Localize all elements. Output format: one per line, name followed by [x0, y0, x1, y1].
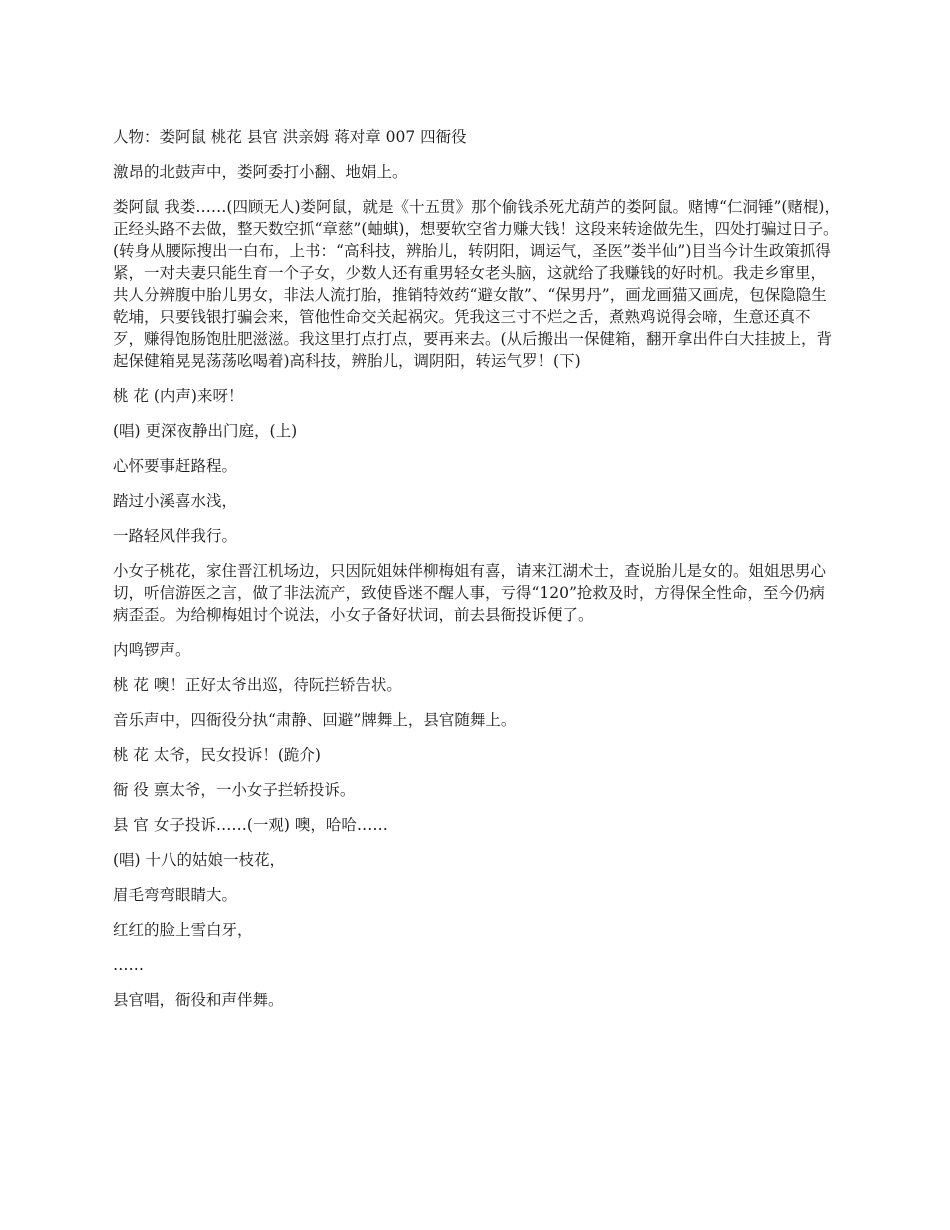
song-line: 眉毛弯弯眼睛大。	[113, 886, 238, 904]
dialogue-line: 衙 役 禀太爷，一小女子拦轿投诉。	[113, 781, 356, 799]
cast-list: 人物：娄阿鼠 桃花 县官 洪亲姆 蒋对章 007 四衙役	[113, 128, 467, 146]
ellipsis-line: ……	[113, 956, 144, 974]
document-page	[113, 126, 840, 1024]
song-line: (唱) 十八的姑娘一枝花，	[113, 851, 286, 869]
song-line: 踏过小溪喜水浅，	[113, 492, 238, 510]
song-line: 一路轻风伴我行。	[113, 527, 238, 545]
stage-direction: 音乐声中，四衙役分执“肃静、回避”牌舞上，县官随舞上。	[113, 711, 517, 729]
song-line: 心怀要事赶路程。	[113, 457, 238, 475]
monologue-paragraph: 小女子桃花，家住晋江机场边，只因阮姐妹伴柳梅姐有喜，请来江湖术士，查说胎儿是女的。姐姐思男心切，听信游医之言，做了非法流产，致使昏迷不醒人事，亏得“120”抢救及时，方得保全性命，至今仍病病歪歪。为给柳梅姐讨个说法，小女子备好状词，前去县衙投诉便了。	[113, 562, 827, 624]
dialogue-line: 县 官 女子投诉……(一观) 噢，哈哈……	[113, 816, 388, 834]
stage-direction: 县官唱，衙役和声伴舞。	[113, 991, 284, 1009]
stage-direction: 激昂的北鼓声中，娄阿委打小翻、地娟上。	[113, 163, 408, 181]
dialogue-line: 桃 花 噢！正好太爷出巡，待阮拦轿告状。	[113, 676, 402, 694]
dialogue-line: 桃 花 (内声)来呀！	[113, 387, 244, 405]
dialogue-line: 桃 花 太爷，民女投诉！(跪介)	[113, 746, 321, 764]
stage-direction: 内鸣锣声。	[113, 641, 191, 659]
song-line: 红红的脸上雪白牙，	[113, 921, 253, 939]
song-line: (唱) 更深夜静出门庭，(上)	[113, 422, 298, 440]
monologue-paragraph: 娄阿鼠 我娄……(四顾无人)娄阿鼠，就是《十五贯》那个偷钱杀死尤葫芦的娄阿鼠。赌博“仁洞锤”(赌棍)，正经头路不去做，整天数空抓“章慈”(蚰蜞)，想要软空省力赚大钱！这段来转途做先生，四处打骗过日子。(转身从腰际搜出一白布，上书：“高科技，辨胎儿，转阴阳，调运气，圣医”娄半仙”)目当今计生政策抓得紧，一对夫妻只能生育一个子女，少数人还有重男轻女老头脑，这就给了我赚钱的好时机。我走乡窜里，共人分辨腹中胎儿男女，非法人流打胎，推销特效药“避女散”、“保男丹”，画龙画猫又画虎，包保隐隐生乾埔，只要钱银打骗会来，管他性命交关起祸灾。凭我这三寸不烂之舌，煮熟鸡说得会啼，生意还真不歹，赚得饱肠饱肚肥滋滋。我这里打点打点，要再来去。(从后搬出一保健箱，翻开拿出件白大挂披上，背起保健箱晃晃荡荡吆喝着)高科技，辨胎儿，调阴阳，转运气罗！(下)	[113, 198, 840, 370]
